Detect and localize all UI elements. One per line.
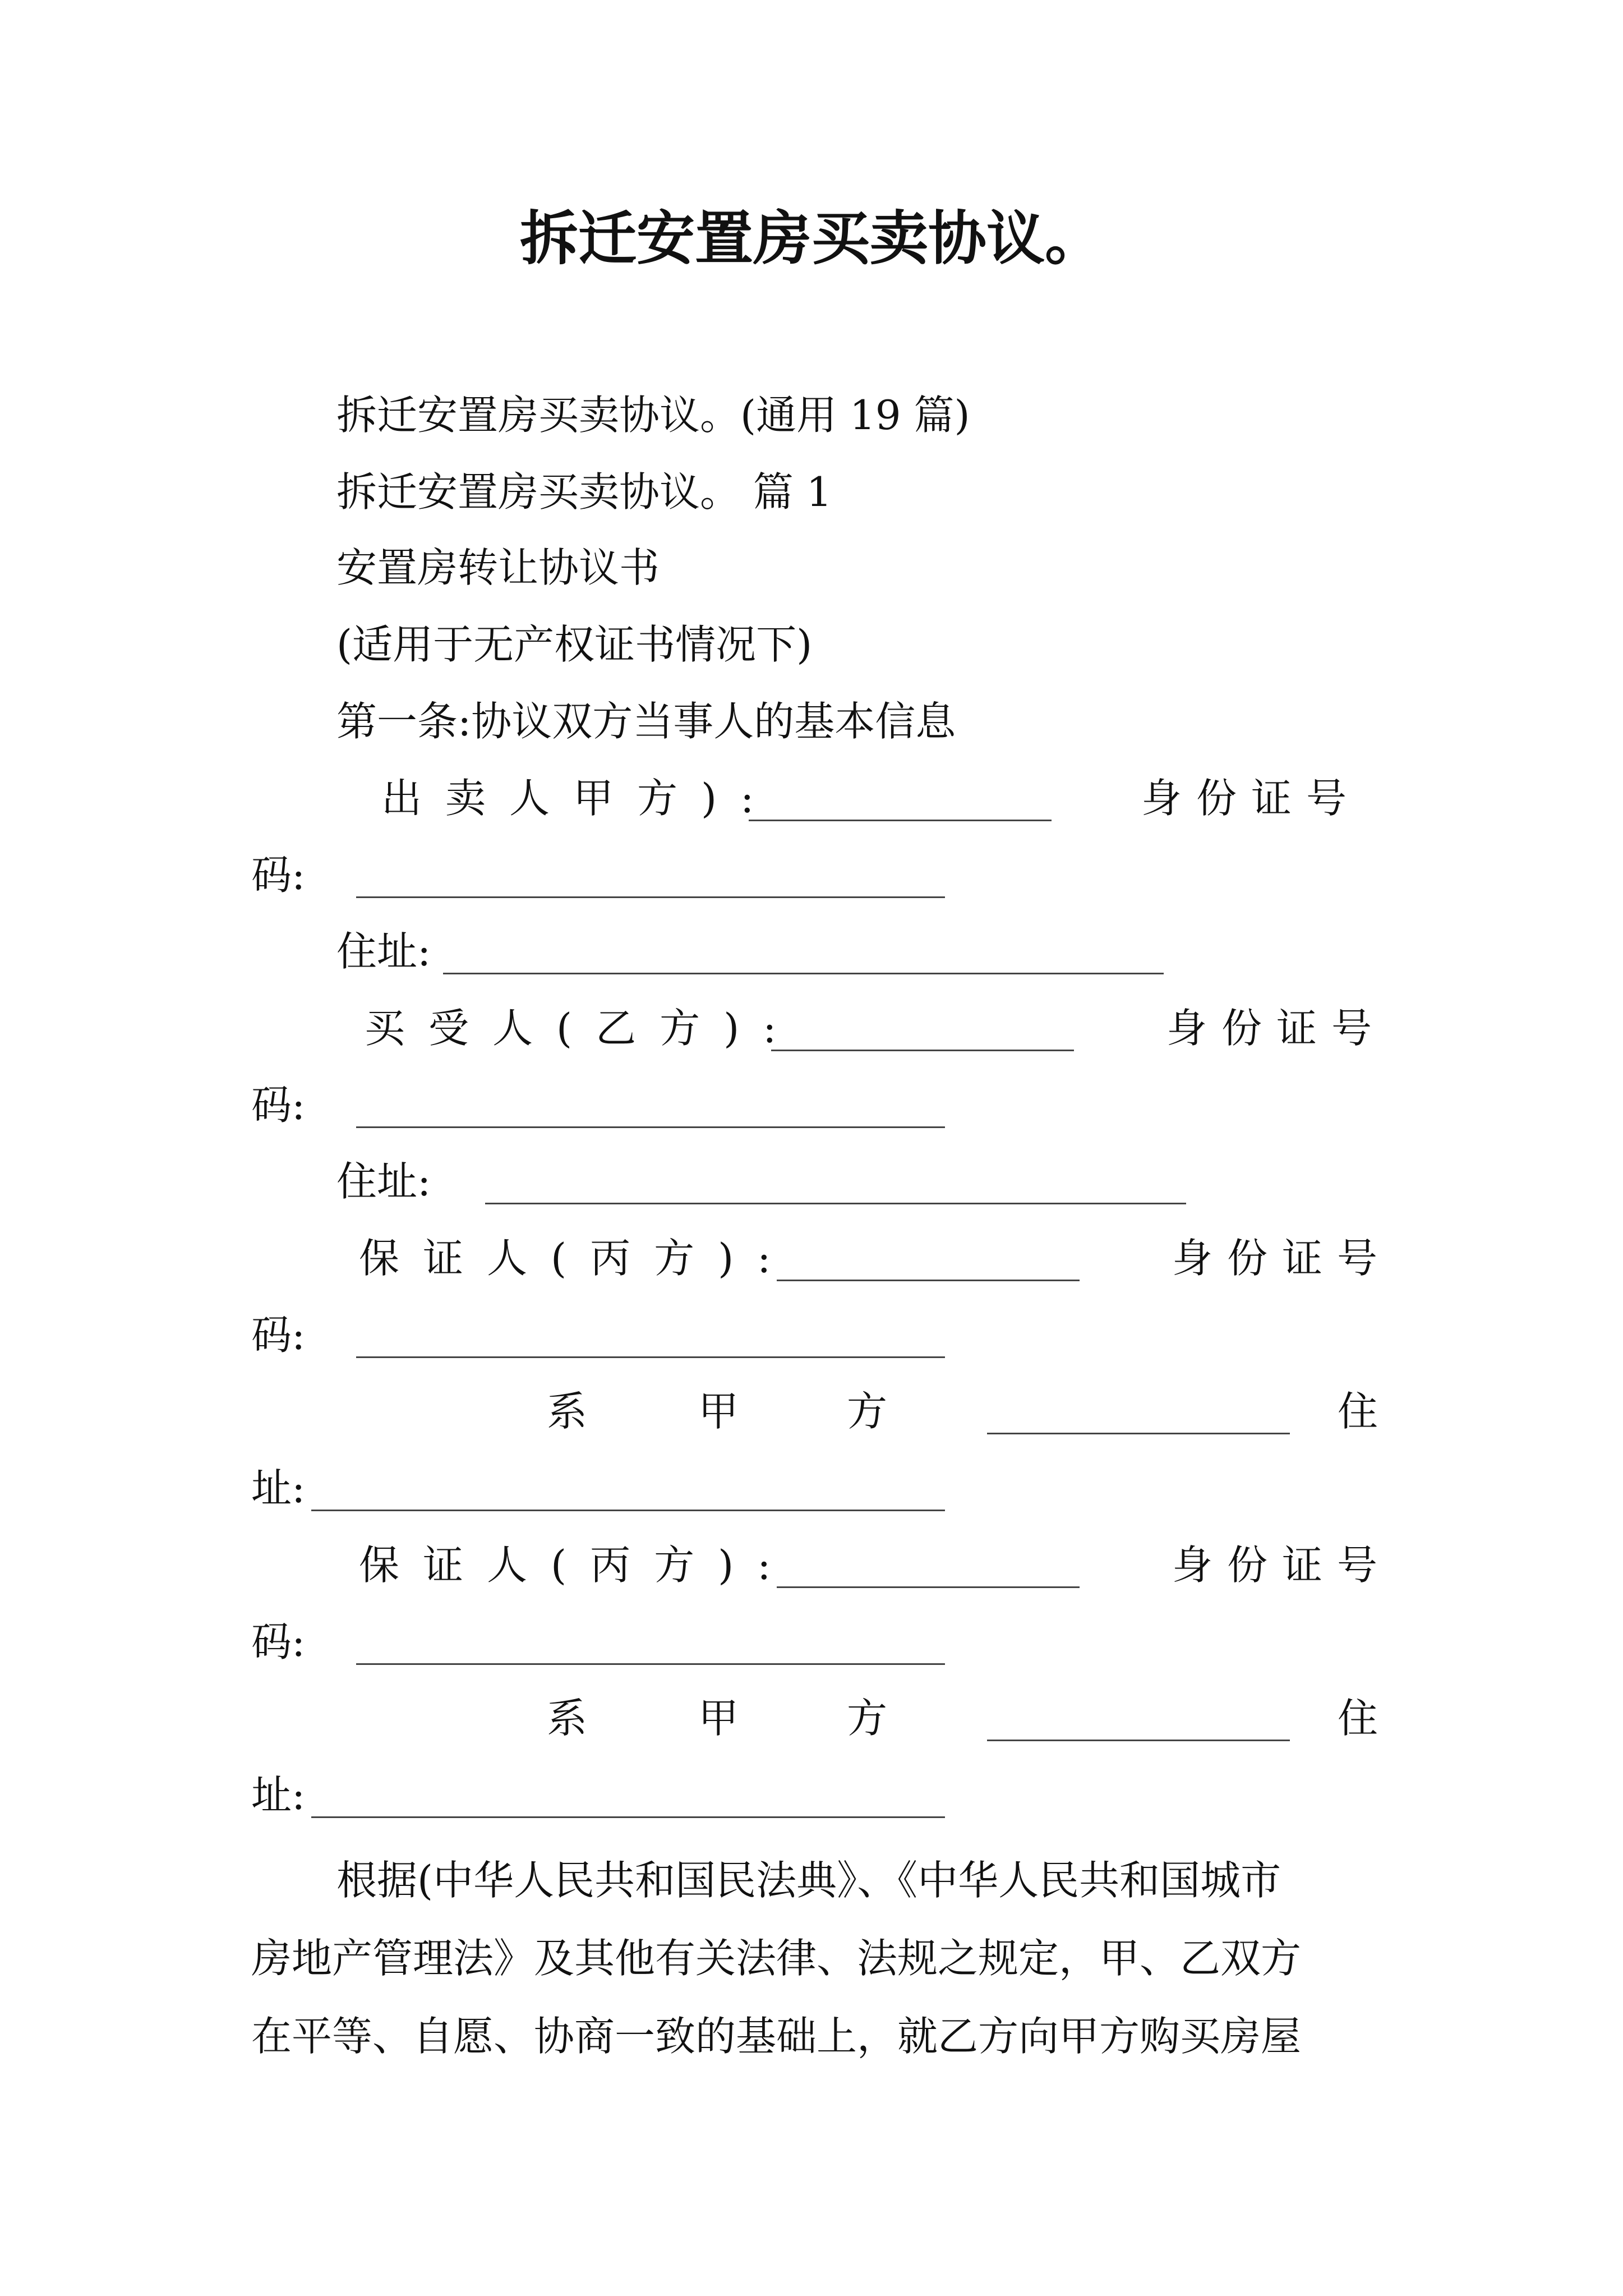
- guarantor-2-id-blank[interactable]: [356, 1663, 945, 1665]
- seller-name-blank[interactable]: [749, 820, 1052, 821]
- seller-row: [0, 770, 1623, 826]
- buyer-address-blank[interactable]: [485, 1203, 1186, 1204]
- guarantor-2-relation-c: 方: [847, 1695, 888, 1742]
- buyer-label: 买受人(乙方):: [365, 1005, 800, 1052]
- seller-address-label: 住址:: [336, 928, 431, 975]
- buyer-id-label: 身份证号: [1166, 1005, 1387, 1052]
- heading-part-1: 拆迁安置房买卖协议。 篇 1: [336, 468, 832, 516]
- legal-basis-paragraph: [251, 1842, 1390, 2076]
- guarantor-2-relation-blank[interactable]: [987, 1740, 1290, 1741]
- seller-id-label: 身份证号: [1141, 775, 1362, 822]
- seller-address-blank[interactable]: [443, 973, 1164, 974]
- guarantor-1-id-label: 身份证号: [1172, 1235, 1393, 1282]
- paragraph-line: 房地产管理法》及其他有关法律、法规之规定，甲、乙双方: [251, 1935, 1302, 1982]
- document-title: 拆迁安置房买卖协议。: [519, 204, 1103, 273]
- guarantor-2-relation-a: 系: [547, 1695, 588, 1742]
- guarantor-1-relation-row: [0, 1383, 1623, 1439]
- guarantor-1-id-label-cont: 码:: [251, 1312, 306, 1359]
- buyer-name-blank[interactable]: [771, 1050, 1074, 1051]
- guarantor-2-label: 保证人(丙方):: [359, 1542, 795, 1589]
- guarantor-1-relation-a: 系: [547, 1388, 588, 1435]
- guarantor-1-id-row: [0, 1307, 1623, 1363]
- guarantor-1-row: [0, 1230, 1623, 1286]
- guarantor-2-id-label: 身份证号: [1172, 1542, 1393, 1589]
- paragraph-line: 在平等、自愿、协商一致的基础上，就乙方向甲方购买房屋: [251, 2013, 1302, 2060]
- article-1-heading: 第一条:协议双方当事人的基本信息: [336, 698, 956, 745]
- guarantor-2-address-row: [0, 1767, 1623, 1823]
- agreement-subtitle: 安置房转让协议书: [336, 544, 660, 591]
- guarantor-1-address-label-b: 址:: [251, 1465, 306, 1512]
- guarantor-2-address-label-a: 住: [1338, 1695, 1378, 1742]
- guarantor-2-address-label-b: 址:: [251, 1772, 306, 1819]
- guarantor-1-address-label-a: 住: [1338, 1388, 1378, 1435]
- guarantor-1-relation-b: 甲: [698, 1388, 739, 1435]
- guarantor-2-relation-row: [0, 1690, 1623, 1746]
- seller-address-row: [0, 923, 1623, 979]
- guarantor-2-address-blank[interactable]: [311, 1816, 945, 1818]
- heading-all-parts: 拆迁安置房买卖协议。(通用 19 篇): [336, 392, 970, 439]
- buyer-id-blank[interactable]: [356, 1126, 945, 1128]
- seller-id-label-cont: 码:: [251, 852, 306, 899]
- guarantor-1-id-blank[interactable]: [356, 1356, 945, 1358]
- guarantor-1-relation-blank[interactable]: [987, 1433, 1290, 1434]
- seller-id-row: [0, 847, 1623, 903]
- buyer-address-label: 住址:: [336, 1158, 431, 1205]
- seller-id-blank[interactable]: [356, 896, 945, 898]
- buyer-row: [0, 1000, 1623, 1056]
- guarantor-2-id-label-cont: 码:: [251, 1618, 306, 1665]
- guarantor-1-relation-c: 方: [847, 1388, 888, 1435]
- guarantor-1-name-blank[interactable]: [777, 1280, 1080, 1281]
- buyer-address-row: [0, 1153, 1623, 1209]
- paragraph-line: 根据(中华人民共和国民法典》、《中华人民共和国城市: [336, 1857, 1281, 1904]
- guarantor-2-relation-b: 甲: [698, 1695, 739, 1742]
- guarantor-2-name-blank[interactable]: [777, 1586, 1080, 1588]
- seller-label: 出卖人甲方):: [381, 775, 778, 822]
- guarantor-1-address-blank[interactable]: [311, 1510, 945, 1511]
- buyer-id-row: [0, 1077, 1623, 1133]
- guarantor-1-address-row: [0, 1460, 1623, 1516]
- buyer-id-label-cont: 码:: [251, 1082, 306, 1129]
- guarantor-2-row: [0, 1537, 1623, 1593]
- guarantor-2-id-row: [0, 1614, 1623, 1670]
- applicability-note: (适用于无产权证书情况下): [336, 621, 813, 668]
- guarantor-1-label: 保证人(丙方):: [359, 1235, 795, 1282]
